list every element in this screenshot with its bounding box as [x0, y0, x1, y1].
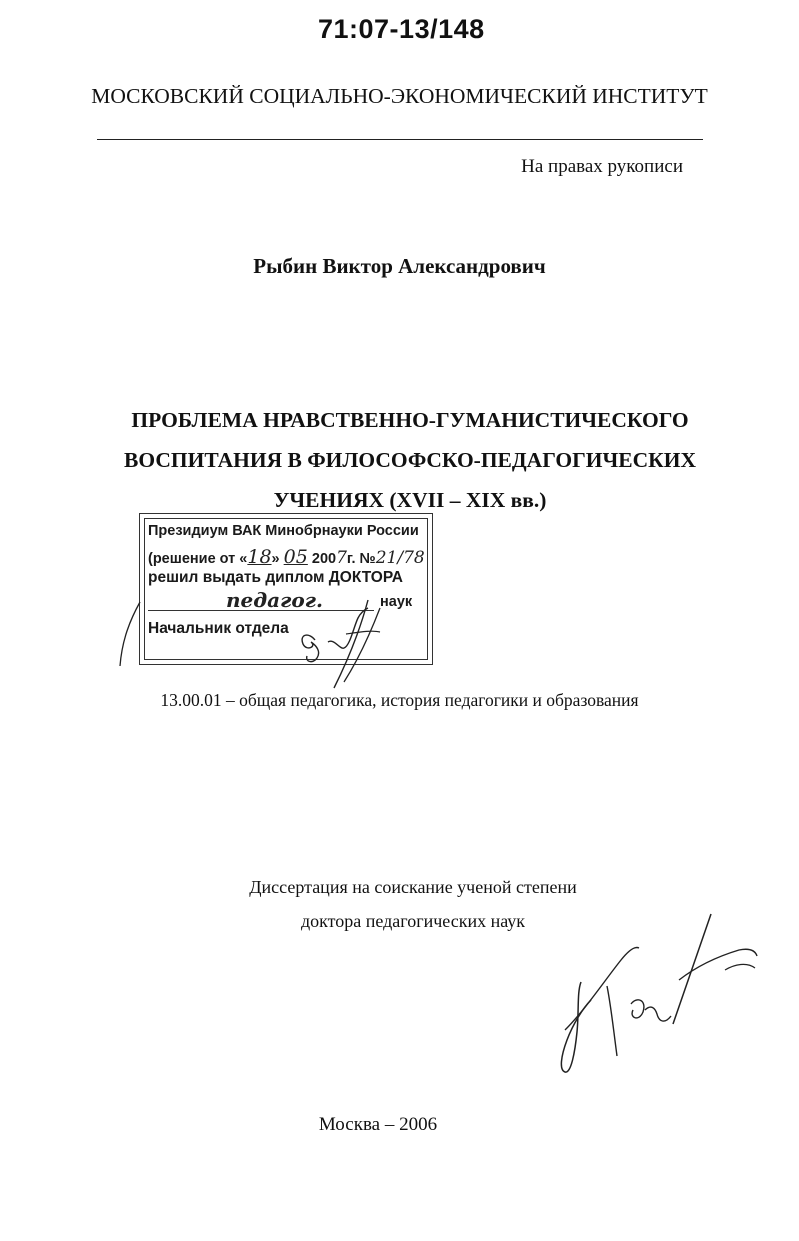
stamp-number: 21/78 [375, 548, 425, 568]
stamp-month: 05 [283, 546, 308, 568]
city-year: Москва – 2006 [318, 1114, 438, 1135]
stamp-nauk: наук [380, 594, 413, 610]
stamp-decision-prefix: (решение от « [148, 551, 248, 567]
dissertation-title [100, 400, 720, 520]
degree-line-2: доктора педагогических наук [300, 911, 526, 931]
institute-name: МОСКОВСКИЙ СОЦИАЛЬНО-ЭКОНОМИЧЕСКИЙ ИНСТИТУТ [91, 84, 708, 108]
shelfmark: 71:07-13/148 [318, 14, 485, 44]
author-name: Рыбин Виктор Александрович [253, 254, 546, 278]
stamp-line-presidium: Президиум ВАК Минобрнауки России [148, 523, 419, 539]
stamp-field-handwritten: педагог. [226, 588, 323, 612]
stamp-line-head: Начальник отдела [148, 620, 289, 637]
stamp-signature [110, 590, 413, 700]
stamp-line-decision [148, 546, 425, 568]
stamp-day: 18 [247, 546, 272, 568]
stamp-year-digit: 7 [336, 548, 347, 568]
stamp-decision-mid: » [271, 551, 280, 567]
header-divider [97, 139, 703, 140]
stamp-year-prefix: 200 [311, 551, 337, 567]
specialty-code: 13.00.01 – общая педагогика, история педагогики и образования [160, 690, 639, 710]
stamp-line-diploma: решил выдать диплом ДОКТОРА [148, 569, 404, 586]
title-line-3: УЧЕНИЯХ (XVII – XIX вв.) [273, 488, 547, 512]
stamp-number-label: г. № [346, 551, 376, 567]
degree-line-1: Диссертация на соискание ученой степени [249, 877, 577, 897]
author-signature [535, 900, 775, 1080]
title-line-1: ПРОБЛЕМА НРАВСТВЕННО-ГУМАНИСТИЧЕСКОГО [131, 408, 689, 432]
manuscript-note: На правах рукописи [521, 156, 683, 177]
title-line-2: ВОСПИТАНИЯ В ФИЛОСОФСКО-ПЕДАГОГИЧЕСКИХ [124, 448, 696, 472]
